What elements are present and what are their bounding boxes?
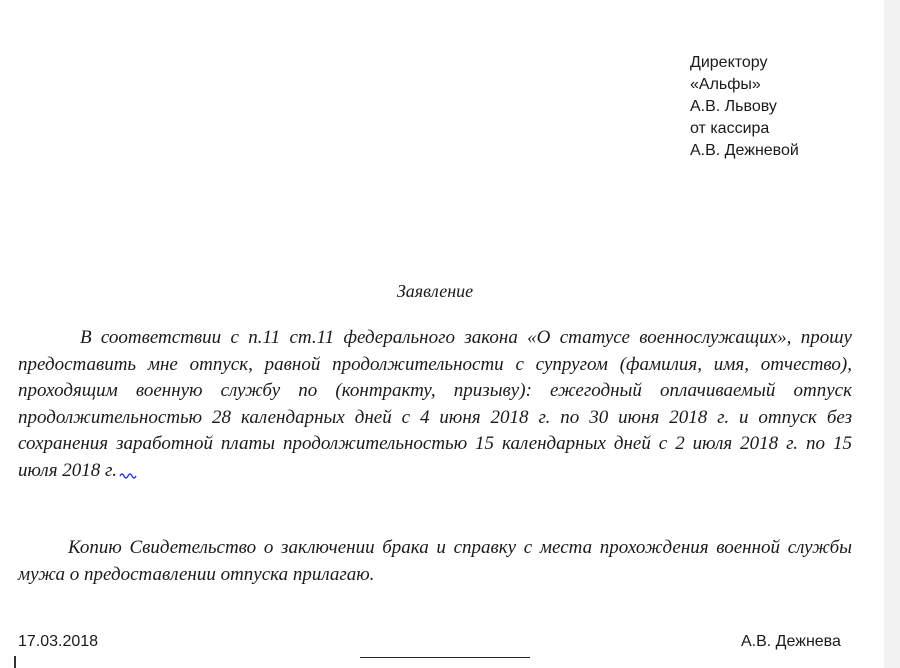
sender-position: от кассира — [690, 120, 770, 137]
document-title: Заявление — [396, 281, 474, 301]
attachment-paragraph: Копию Свидетельство о заключении брака и справку с места прохождения военной службы мужа о предоставлении отпуска прилагаю. — [18, 537, 852, 585]
addressee-position: Директору — [690, 54, 768, 71]
document-date: 17.03.2018 — [18, 633, 99, 650]
spellcheck-squiggle-icon — [119, 470, 139, 480]
margin-tick — [14, 656, 16, 668]
addressee-name: А.В. Львову — [690, 98, 777, 115]
page-edge-shadow — [884, 0, 900, 668]
addressee-block — [690, 52, 799, 162]
addressee-company: «Альфы» — [690, 76, 761, 93]
statement-text: В соответствии с п.11 ст.11 федерального закона «О статусе военнослужащих», прошу предоставить мне отпуск, равной продолжительности с супругом (фамилия, имя, отчество), проходящим военную службу по (контракту, призыву): ежегодный оплачиваемый отпуск продолжительностью 28 календарных дней с 4 июня 2018 г. по 30 июня 2018 г. и отпуск без сохранения заработной платы продолжительностью 15 календарных дней с 2 июля 2018 г. по 15 июля 2018 г. — [18, 327, 852, 481]
signer-name: А.В. Дежнева — [741, 633, 841, 650]
signature-line — [360, 657, 530, 658]
statement-paragraph — [18, 325, 852, 484]
sender-name: А.В. Дежневой — [690, 142, 799, 159]
